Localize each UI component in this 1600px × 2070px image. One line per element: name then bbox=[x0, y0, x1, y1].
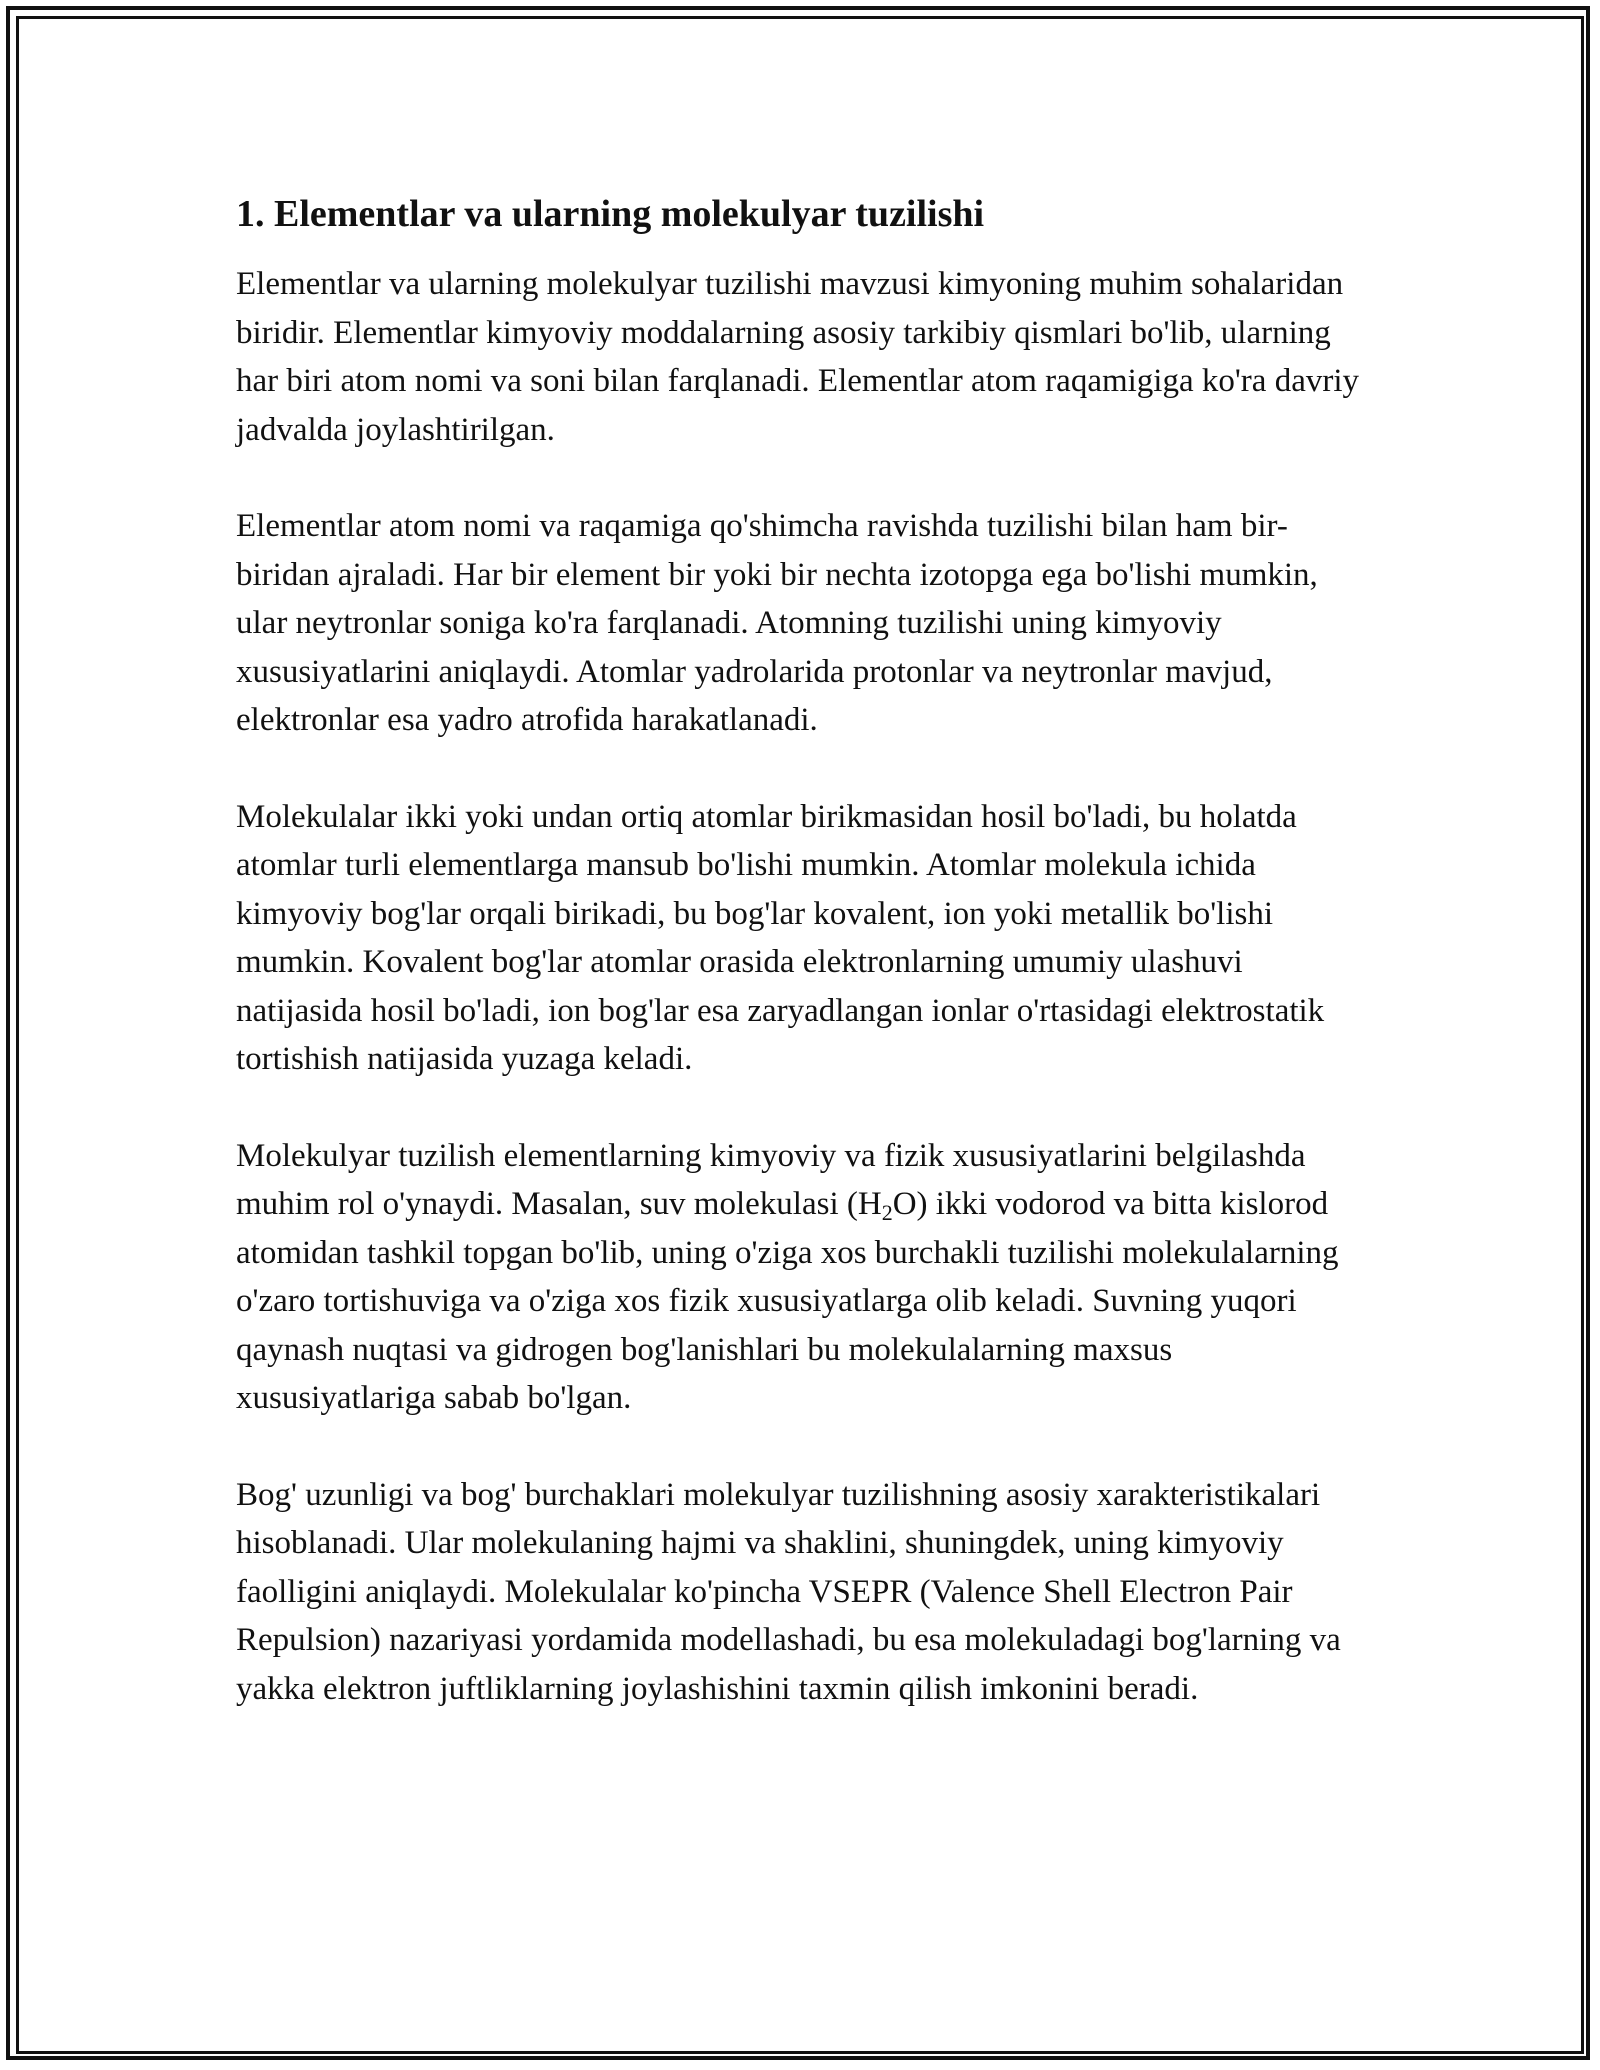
water-formula-subscript: 2 bbox=[881, 1200, 893, 1225]
document-body bbox=[236, 186, 1366, 1761]
paragraph-3: Molekulalar ikki yoki undan ortiq atomlar birikmasidan hosil bo'ladi, bu holatda atomlar turli elementlarga mansub bo'lishi mumkin. Atomlar molekula ichida kimyoviy bog'lar orqali birikadi, bu bog'lar kovalent, ion yoki metallik bo'lishi mumkin. Kovalent bog'lar atomlar orasida elektronlarning umumiy ulashuvi natijasida hosil bo'ladi, ion bog'lar esa zaryadlangan ionlar o'rtasidagi elektrostatik tortishish natijasida yuzaga keladi. bbox=[236, 798, 1325, 1077]
paragraph-4-text-before: Molekulyar tuzilish elementlarning kimyoviy va fizik xususiyatlarini belgilashda muhim rol o'ynaydi. Masalan, suv molekulasi (H bbox=[236, 1137, 1306, 1222]
paragraph-5: Bog' uzunligi va bog' burchaklari molekulyar tuzilishning asosiy xarakteristikalari hisoblanadi. Ular molekulaning hajmi va shaklini, shuningdek, uning kimyoviy faolligini aniqlaydi. Molekulalar ko'pincha VSEPR (Valence Shell Electron Pair Repulsion) nazariyasi yordamida modellashadi, bu esa molekuladagi bog'larning va yakka elektron juftliklarning joylashishini taxmin qilish imkonini beradi. bbox=[236, 1476, 1341, 1707]
paragraph-4 bbox=[236, 1132, 1366, 1423]
paragraph-1: Elementlar va ularning molekulyar tuzilishi mavzusi kimyoning muhim sohalaridan biridir. Elementlar kimyoviy moddalarning asosiy tarkibiy qismlari bo'lib, ularning har biri atom nomi va soni bilan farqlanadi. Elementlar atom raqamigiga ko'ra davriy jadvalda joylashtirilgan. bbox=[236, 266, 1359, 448]
paragraph-2: Elementlar atom nomi va raqamiga qo'shimcha ravishda tuzilishi bilan ham bir-biridan ajraladi. Har bir element bir yoki bir nechta izotopga ega bo'lishi mumkin, ular neytronlar soniga ko'ra farqlanadi. Atomning tuzilishi uning kimyoviy xususiyatlarini aniqlaydi. Atomlar yadrolarida protonlar va neytronlar mavjud, elektronlar esa yadro atrofida harakatlanadi. bbox=[236, 508, 1318, 738]
section-heading: 1. Elementlar va ularning molekulyar tuzilishi bbox=[236, 193, 985, 235]
paragraph-4-text-after: O) ikki vodorod va bitta kislorod atomidan tashkil topgan bo'lib, uning o'ziga xos burchakli tuzilishi molekulalarning o'zaro tortishuviga va o'ziga xos fizik xususiyatlarga olib keladi. Suvning yuqori qaynash nuqtasi va gidrogen bog'lanishlari bu molekulalarning maxsus xususiyatlariga sabab bo'lgan. bbox=[236, 1186, 1339, 1416]
